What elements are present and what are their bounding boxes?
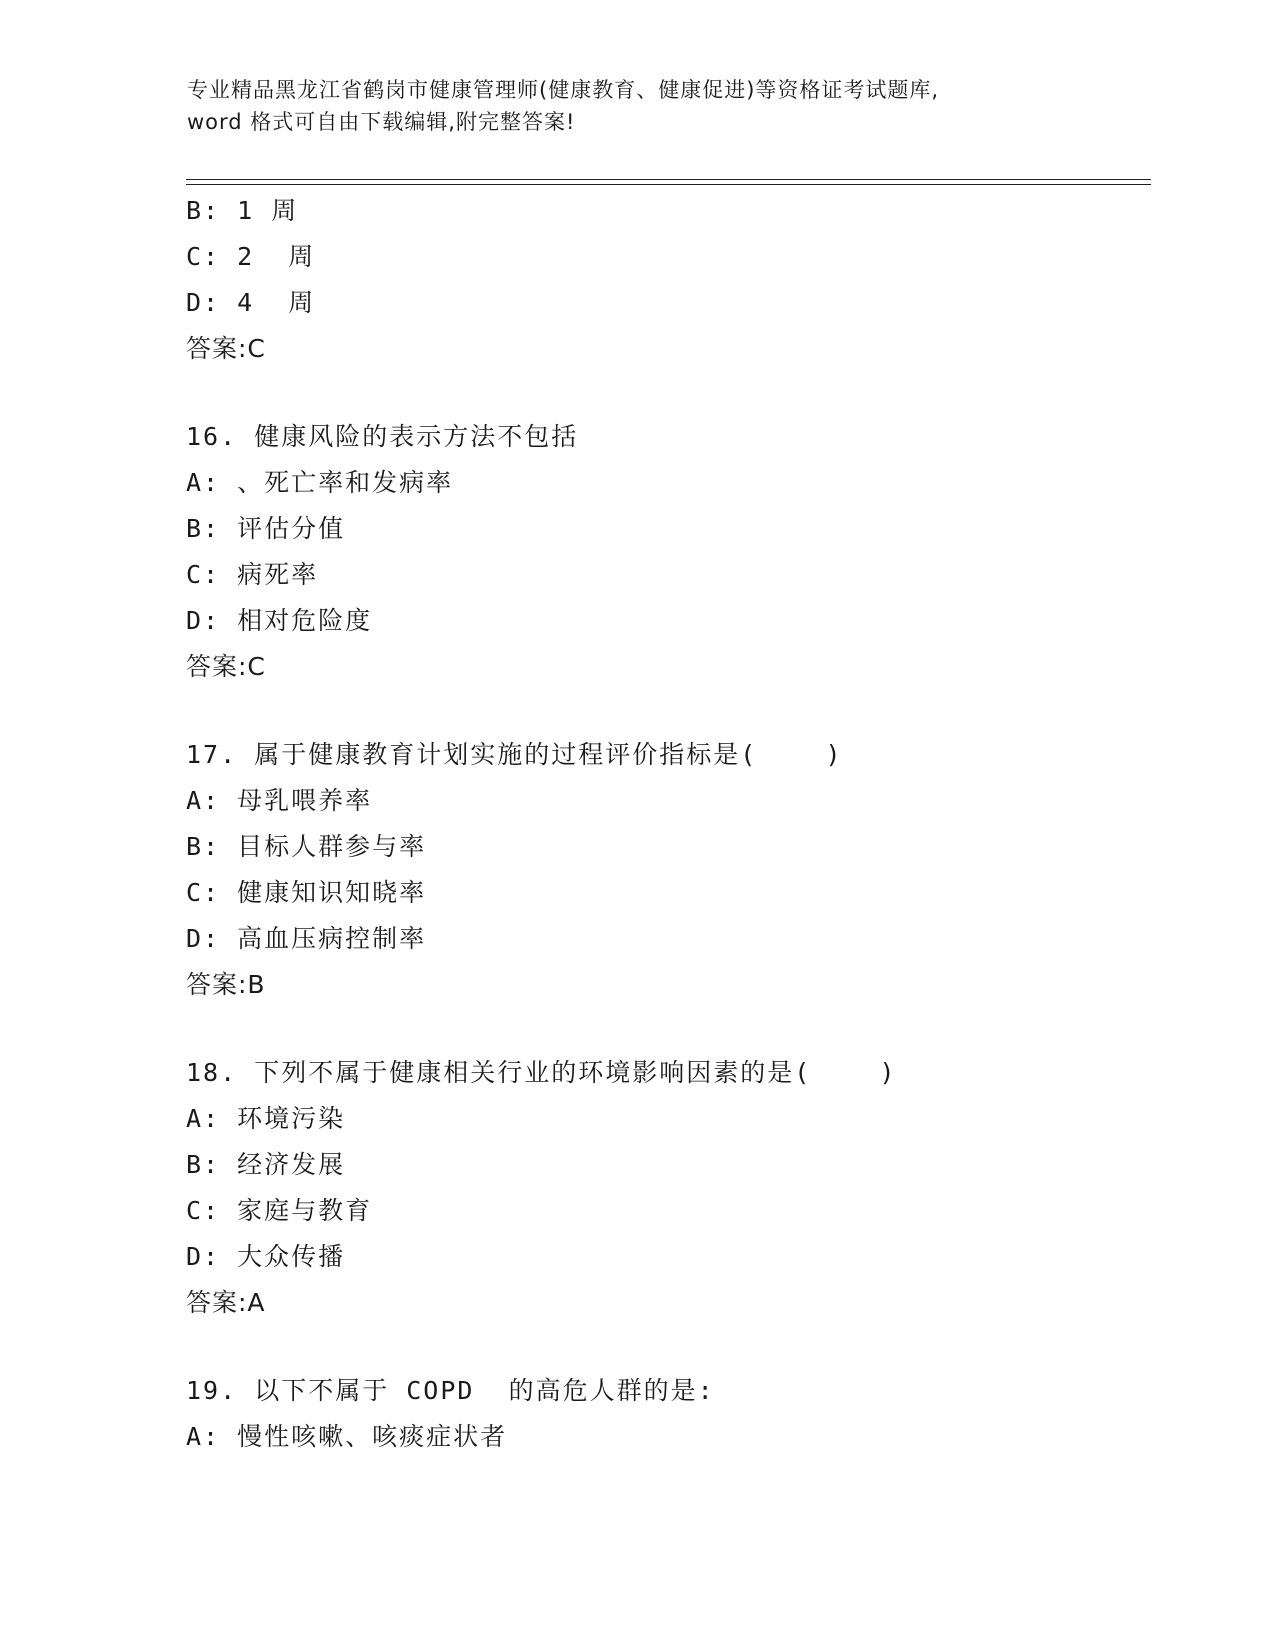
question-spacer [186, 690, 1146, 732]
option-d: D: 高血压病控制率 [186, 924, 427, 953]
option-a: A: 环境污染 [186, 1104, 346, 1133]
option-a: A: 、死亡率和发病率 [186, 468, 454, 497]
question-spacer [186, 372, 1146, 414]
option-d: D: 大众传播 [186, 1242, 346, 1271]
option-b: B: 1 周 [186, 196, 299, 225]
option-c: C: 2 周 [186, 242, 316, 271]
option-b: B: 经济发展 [186, 1150, 346, 1179]
option-d: D: 相对危险度 [186, 606, 373, 635]
option-a: A: 慢性咳嗽、咳痰症状者 [186, 1422, 508, 1451]
header-title-line-1: 专业精品黑龙江省鹤岗市健康管理师(健康教育、健康促进)等资格证考试题库, [187, 78, 940, 102]
answer-line: 答案:B [186, 970, 266, 999]
option-b: B: 评估分值 [186, 514, 346, 543]
question-spacer [186, 1326, 1146, 1368]
document-header [187, 74, 1087, 138]
answer-line: 答案:C [186, 334, 266, 363]
option-a: A: 母乳喂养率 [186, 786, 373, 815]
option-c: C: 家庭与教育 [186, 1196, 373, 1225]
option-b: B: 目标人群参与率 [186, 832, 427, 861]
question-list [186, 188, 1146, 1460]
answer-line: 答案:A [186, 1288, 266, 1317]
question-stem: 18. 下列不属于健康相关行业的环境影响因素的是( ) [186, 1058, 897, 1087]
answer-line: 答案:C [186, 652, 266, 681]
question-block-16 [186, 414, 1146, 690]
question-block-15 [186, 188, 1146, 372]
option-d: D: 4 周 [186, 288, 316, 317]
header-title-line-2: word 格式可自由下载编辑,附完整答案! [187, 110, 576, 134]
question-block-18 [186, 1050, 1146, 1326]
question-stem: 19. 以下不属于 COPD 的高危人群的是: [186, 1376, 715, 1405]
header-divider-bottom [186, 184, 1151, 185]
option-c: C: 健康知识知晓率 [186, 878, 427, 907]
option-c: C: 病死率 [186, 560, 319, 589]
question-stem: 16. 健康风险的表示方法不包括 [186, 422, 579, 451]
question-spacer [186, 1008, 1146, 1050]
question-block-17 [186, 732, 1146, 1008]
question-block-19 [186, 1368, 1146, 1460]
header-divider-top [186, 179, 1151, 180]
question-stem: 17. 属于健康教育计划实施的过程评价指标是( ) [186, 740, 843, 769]
